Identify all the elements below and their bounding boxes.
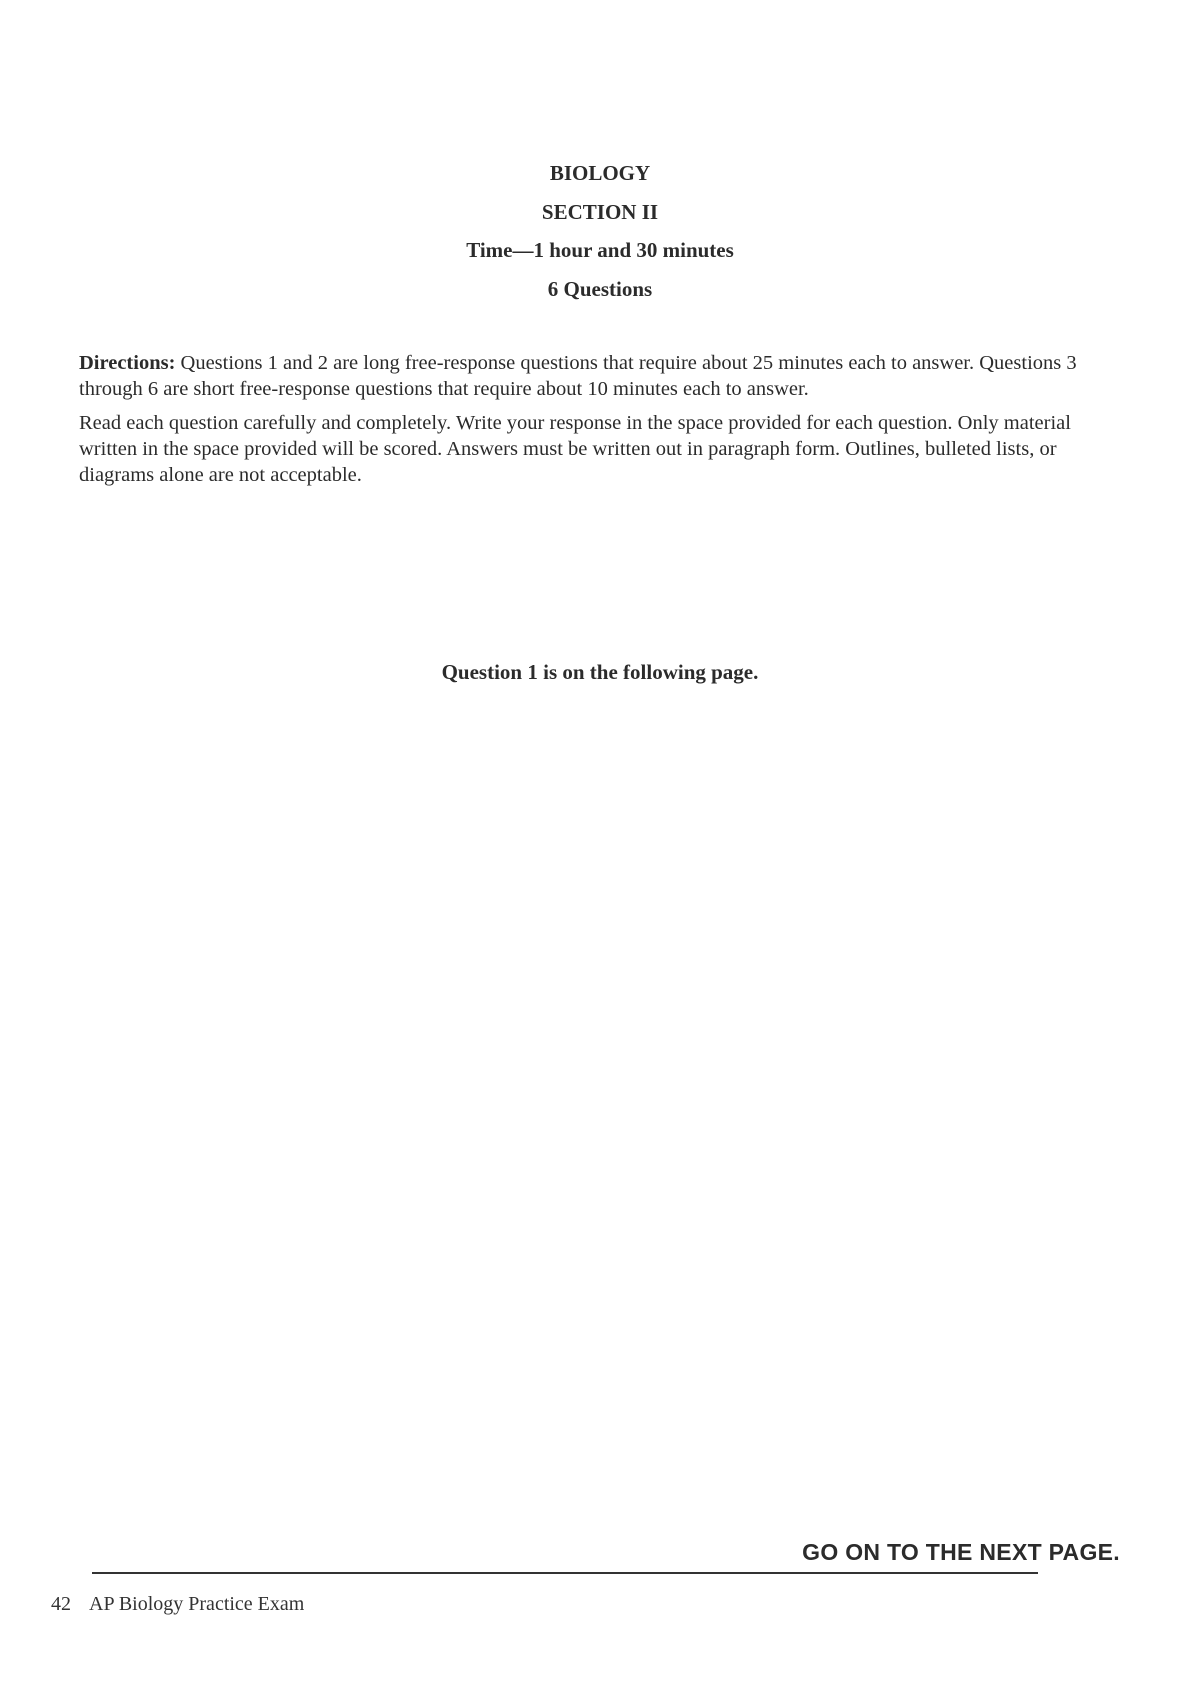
time-limit: Time—1 hour and 30 minutes bbox=[466, 238, 734, 262]
directions-label: Directions: bbox=[79, 352, 176, 374]
page-footer bbox=[51, 1593, 304, 1616]
section-title: SECTION II bbox=[541, 199, 659, 224]
footer-title: AP Biology Practice Exam bbox=[89, 1593, 305, 1615]
directions-block bbox=[79, 350, 1129, 496]
directions-text-1: Questions 1 and 2 are long free-response questions that require about 25 minutes each to answer. Questions 3 through 6 are short free-response questions that require about 10 minutes each to answer. bbox=[79, 352, 1077, 400]
directions-paragraph-1 bbox=[79, 350, 1129, 402]
section-header bbox=[0, 158, 1200, 312]
page-number: 42 bbox=[51, 1593, 71, 1615]
go-on-notice: GO ON TO THE NEXT PAGE. bbox=[802, 1539, 1120, 1565]
subject-title: BIOLOGY bbox=[549, 161, 651, 185]
question-count: 6 Questions bbox=[547, 276, 653, 301]
footer-divider bbox=[92, 1572, 1038, 1574]
question-note: Question 1 is on the following page. bbox=[441, 660, 759, 684]
directions-paragraph-2: Read each question carefully and completely. Write your response in the space provided for each question. Only material written in the space provided will be scored. Answers must be written out in paragraph form. Outlines, bulleted lists, or diagrams alone are not acceptable. bbox=[79, 412, 1071, 486]
